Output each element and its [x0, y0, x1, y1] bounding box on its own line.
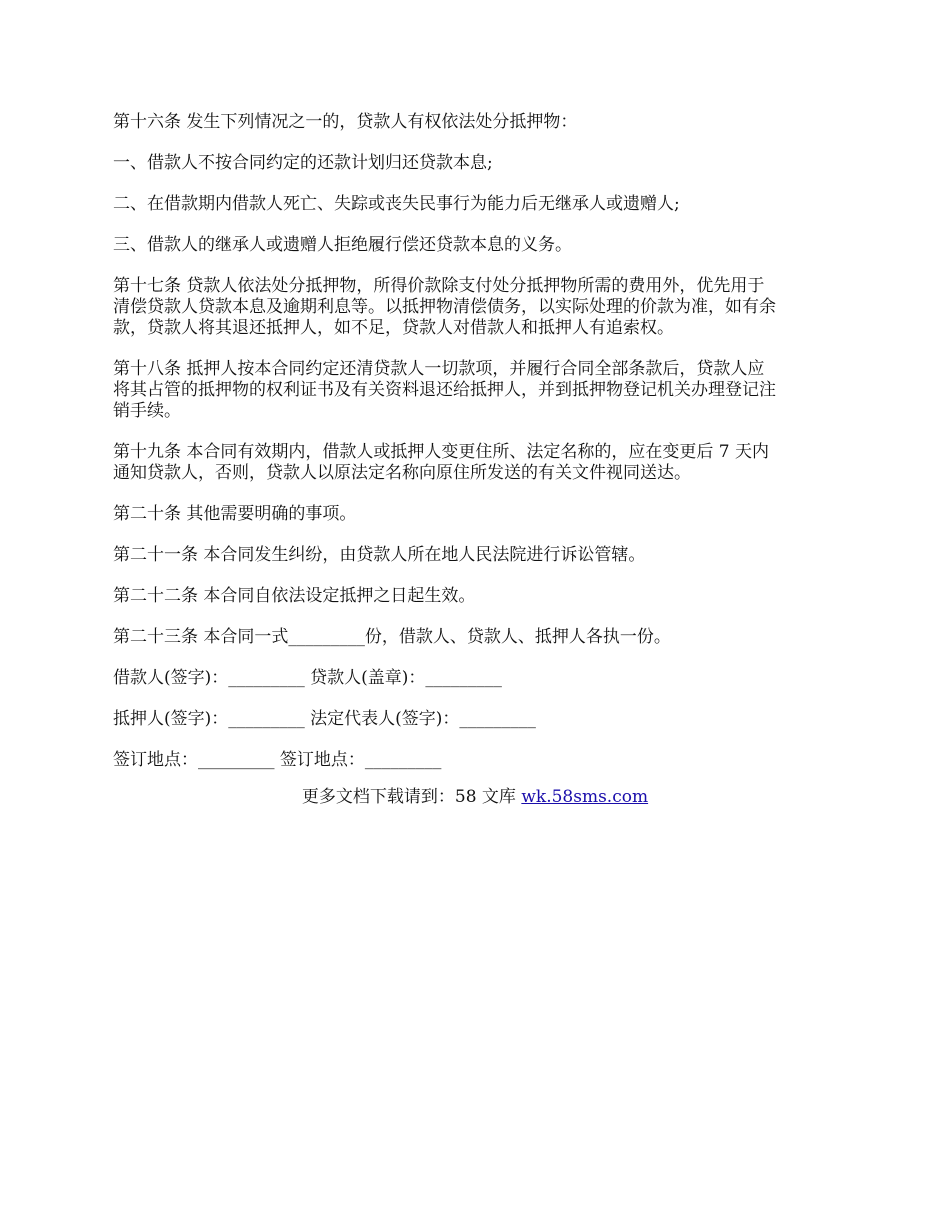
text-line: 销手续。 [113, 401, 181, 421]
article-22 [113, 586, 841, 607]
text-line: 三、借款人的继承人或遗赠人拒绝履行偿还贷款本息的义务。 [113, 235, 572, 255]
text-line: 二、在借款期内借款人死亡、失踪或丧失民事行为能力后无继承人或遗赠人; [113, 194, 680, 214]
text-line: 款，贷款人将其退还抵押人，如不足，贷款人对借款人和抵押人有追索权。 [113, 318, 674, 338]
download-footer [0, 787, 950, 808]
text-line: 第十七条 贷款人依法处分抵押物，所得价款除支付处分抵押物所需的费用外，优先用于 [113, 276, 765, 296]
text-line: 第二十三条 本合同一式_________份，借款人、贷款人、抵押人各执一份。 [113, 627, 671, 647]
text-line: 一、借款人不按合同约定的还款计划归还贷款本息; [113, 153, 493, 173]
footer-link[interactable]: wk.58sms.com [521, 787, 649, 807]
article-16-item-3 [113, 235, 841, 256]
text-line: 清偿贷款人贷款本息及逾期利息等。以抵押物清偿债务，以实际处理的价款为准，如有余 [113, 297, 776, 317]
signing-location-line [113, 750, 841, 771]
text-line: 第二十二条 本合同自依法设定抵押之日起生效。 [113, 586, 476, 606]
article-18 [113, 359, 841, 422]
article-23 [113, 627, 841, 648]
article-20 [113, 504, 841, 525]
signature-line-mortgagor-representative [113, 709, 841, 730]
text-line: 抵押人(签字)：_________ 法定代表人(签字)：_________ [113, 709, 536, 729]
document-body [113, 112, 841, 791]
article-19 [113, 442, 841, 484]
text-line: 通知贷款人，否则，贷款人以原法定名称向原住所发送的有关文件视同送达。 [113, 463, 691, 483]
text-line: 第十八条 抵押人按本合同约定还清贷款人一切款项，并履行合同全部条款后，贷款人应 [113, 359, 765, 379]
text-line: 将其占管的抵押物的权利证书及有关资料退还给抵押人，并到抵押物登记机关办理登记注 [113, 380, 776, 400]
article-21 [113, 545, 841, 566]
text-line: 第二十一条 本合同发生纠纷，由贷款人所在地人民法院进行诉讼管辖。 [113, 545, 646, 565]
text-line: 第十六条 发生下列情况之一的，贷款人有权依法处分抵押物： [113, 112, 578, 132]
footer-text: 更多文档下载请到：58 文库 [301, 787, 522, 807]
article-16-item-1 [113, 153, 841, 174]
article-16-item-2 [113, 194, 841, 215]
signature-line-borrower-lender [113, 668, 841, 689]
article-16-heading [113, 112, 841, 133]
text-line: 第二十条 其他需要明确的事项。 [113, 504, 357, 524]
text-line: 借款人(签字)：_________ 贷款人(盖章)：_________ [113, 668, 502, 688]
text-line: 签订地点：_________ 签订地点：_________ [113, 750, 442, 770]
article-17 [113, 276, 841, 339]
text-line: 第十九条 本合同有效期内，借款人或抵押人变更住所、法定名称的，应在变更后 7 天内 [113, 442, 770, 462]
